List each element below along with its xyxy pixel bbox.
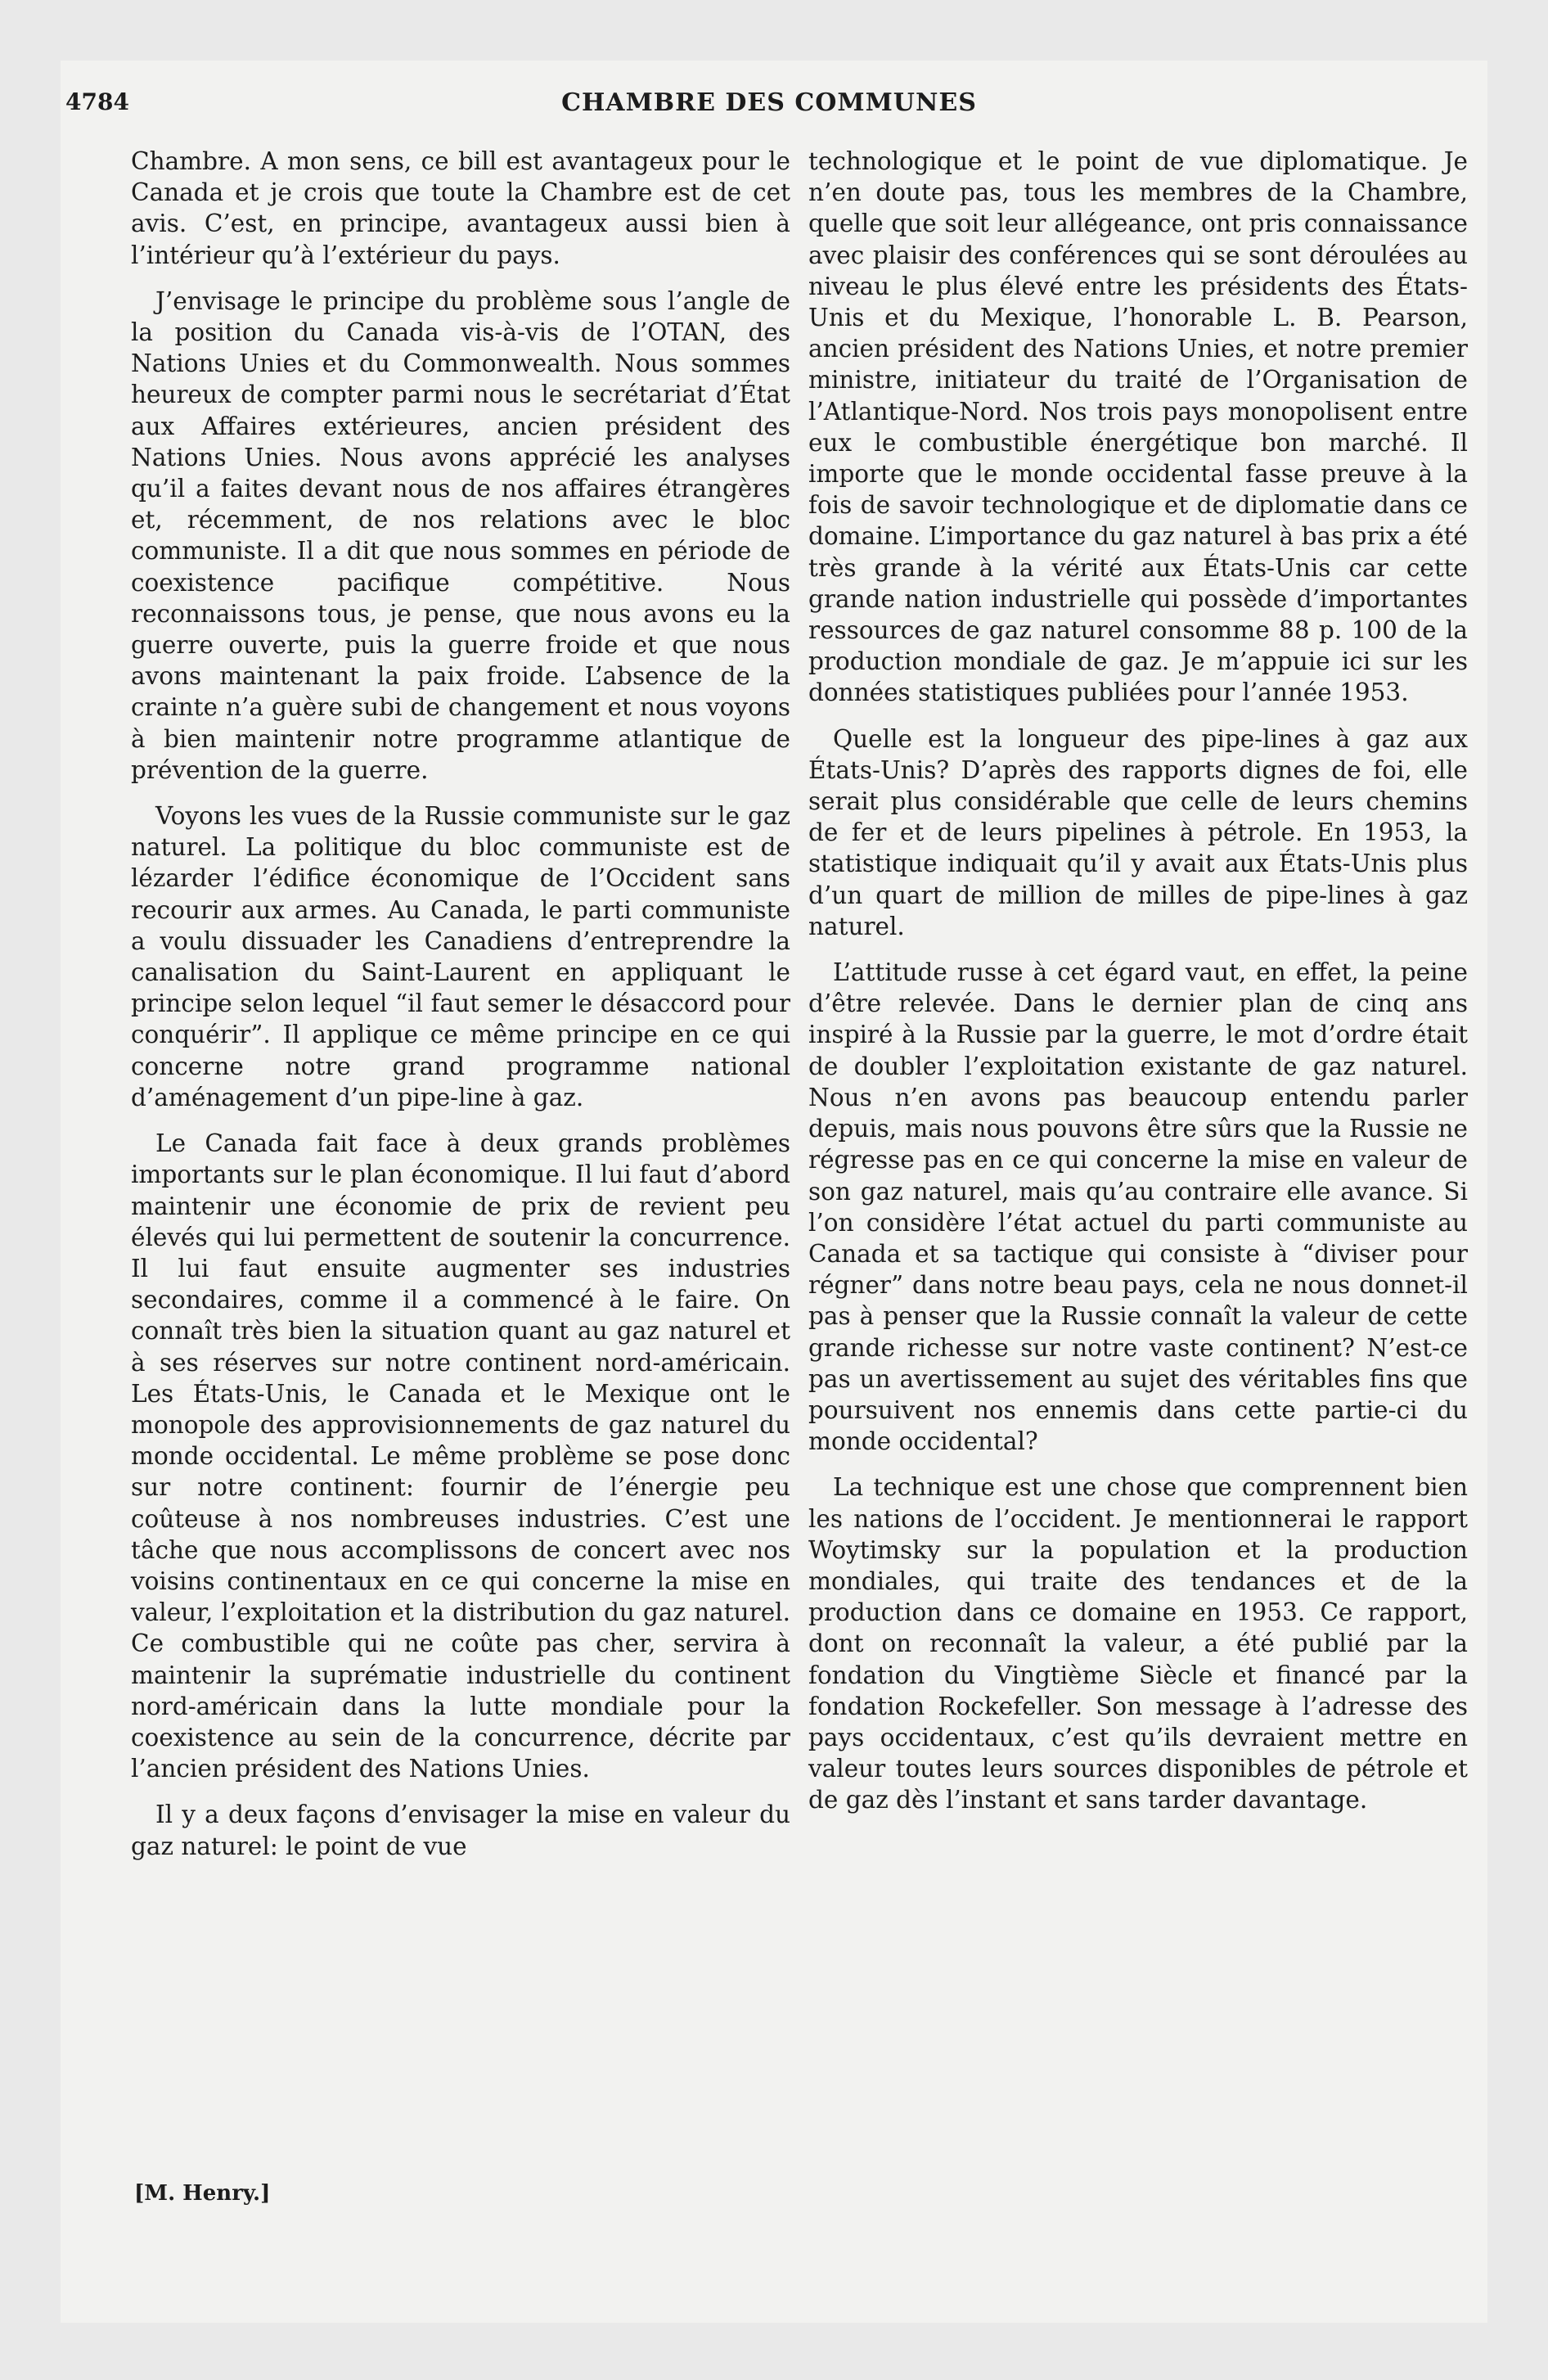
paragraph: J’envisage le principe du problème sous l’angle de la position du Canada vis-à-vis de l’OTAN, des Nations Unies et du Commonwealth. Nous sommes heureux de compter parmi nous le secrétariat d’État aux Affaires extérieures, ancien président des Nations Unies. Nous avons apprécié les analyses qu’il a faites devant nous de nos affaires étrangères et, récemment, de nos relations avec le bloc communiste. Il a dit que nous sommes en période de coexistence pacifique compétitive. Nous reconnaissons tous, je pense, que nous avons eu la guerre ouverte, puis la guerre froide et que nous avons maintenant la paix froide. L’absence de la crainte n’a guère subi de changement et nous voyons à bien maintenir notre programme atlantique de prévention de la guerre. bbox=[131, 286, 790, 784]
right-column bbox=[808, 146, 1468, 1831]
left-column bbox=[131, 146, 790, 1877]
speaker-attribution: [M. Henry.] bbox=[134, 2181, 271, 2206]
paragraph: Le Canada fait face à deux grands problèmes importants sur le plan économique. Il lui faut d’abord maintenir une économie de prix de revient peu élevés qui lui permettent de soutenir la concurrence. Il lui faut ensuite augmenter ses industries secondaires, comme il a commencé à le faire. On connaît très bien la situation quant au gaz naturel et à ses réserves sur notre continent nord-américain. Les États-Unis, le Canada et le Mexique ont le monopole des approvisionnements de gaz naturel du monde occidental. Le même problème se pose donc sur notre continent: fournir de l’énergie peu coûteuse à nos nombreuses industries. C’est une tâche que nous accomplissons de concert avec nos voisins continentaux en ce qui concerne la mise en valeur, l’exploitation et la distribution du gaz naturel. Ce combustible qui ne coûte pas cher, servira à maintenir la suprématie industrielle du continent nord-américain dans la lutte mondiale pour la coexistence au sein de la concurrence, décrite par l’ancien président des Nations Unies. bbox=[131, 1129, 790, 1783]
paragraph: Chambre. A mon sens, ce bill est avantageux pour le Canada et je crois que toute la Chambre est de cet avis. C’est, en principe, avantageux aussi bien à l’intérieur qu’à l’extérieur du pays. bbox=[131, 147, 790, 269]
paragraph: Quelle est la longueur des pipe-lines à gaz aux États-Unis? D’après des rapports dignes de foi, elle serait plus considérable que celle de leurs chemins de fer et de leurs pipelines à pétrole. En 1953, la statistique indiquait qu’il y avait aux États-Unis plus d’un quart de million de milles de pipe-lines à gaz naturel. bbox=[808, 724, 1468, 940]
page-header bbox=[65, 82, 1473, 131]
paragraph: La technique est une chose que comprennent bien les nations de l’occident. Je mentionnerai le rapport Woytimsky sur la population et la production mondiales, qui traite des tendances et de la production dans ce domaine en 1953. Ce rapport, dont on reconnaît la valeur, a été publié par la fondation du Vingtième Siècle et financé par la fondation Rockefeller. Son message à l’adresse des pays occidentaux, c’est qu’ils devraient mettre en valeur toutes leurs sources disponibles de pétrole et de gaz dès l’instant et sans tarder davantage. bbox=[808, 1473, 1468, 1814]
paragraph: Il y a deux façons d’envisager la mise en valeur du gaz naturel: le point de vue bbox=[131, 1801, 790, 1860]
page-number: 4784 bbox=[65, 88, 129, 115]
paragraph: technologique et le point de vue diplomatique. Je n’en doute pas, tous les membres de la Chambre, quelle que soit leur allégeance, ont pris connaissance avec plaisir des conférences qui se sont déroulées au niveau le plus élevé entre les présidents des États-Unis et du Mexique, l’honorable L. B. Pearson, ancien président des Nations Unies, et notre premier ministre, initiateur du traité de l’Organisation de l’Atlantique-Nord. Nos trois pays monopolisent entre eux le combustible énergétique bon marché. Il importe que le monde occidental fasse preuve à la fois de savoir technologique et de diplomatie dans ce domaine. L’importance du gaz naturel à bas prix a été très grande à la vérité aux États-Unis car cette grande nation industrielle qui possède d’importantes ressources de gaz naturel consomme 88 p. 100 de la production mondiale de gaz. Je m’appuie ici sur les données statistiques publiées pour l’année 1953. bbox=[808, 147, 1468, 707]
running-head: CHAMBRE DES COMMUNES bbox=[561, 88, 977, 117]
paragraph: Voyons les vues de la Russie communiste sur le gaz naturel. La politique du bloc communiste est de lézarder l’édifice économique de l’Occident sans recourir aux armes. Au Canada, le parti communiste a voulu dissuader les Canadiens d’entreprendre la canalisation du Saint-Laurent en appliquant le principe selon lequel “il faut semer le désaccord pour conquérir”. Il applique ce même principe en ce qui concerne notre grand programme national d’aménagement d’un pipe-line à gaz. bbox=[131, 802, 790, 1111]
paragraph: L’attitude russe à cet égard vaut, en effet, la peine d’être relevée. Dans le dernier plan de cinq ans inspiré à la Russie par la guerre, le mot d’ordre était de doubler l’exploitation existante de gaz naturel. Nous n’en avons pas beaucoup entendu parler depuis, mais nous pouvons être sûrs que la Russie ne régresse pas en ce qui concerne la mise en valeur de son gaz naturel, mais qu’au contraire elle avance. Si l’on considère l’état actuel du parti communiste au Canada et sa tactique qui consiste à “diviser pour régner” dans notre beau pays, cela ne nous donnet-il pas à penser que la Russie connaît la valeur de cette grande richesse sur notre vaste continent? N’est-ce pas un avertissement au sujet des véritables fins que poursuivent nos ennemis dans cette partie-ci du monde occidental? bbox=[808, 958, 1468, 1456]
